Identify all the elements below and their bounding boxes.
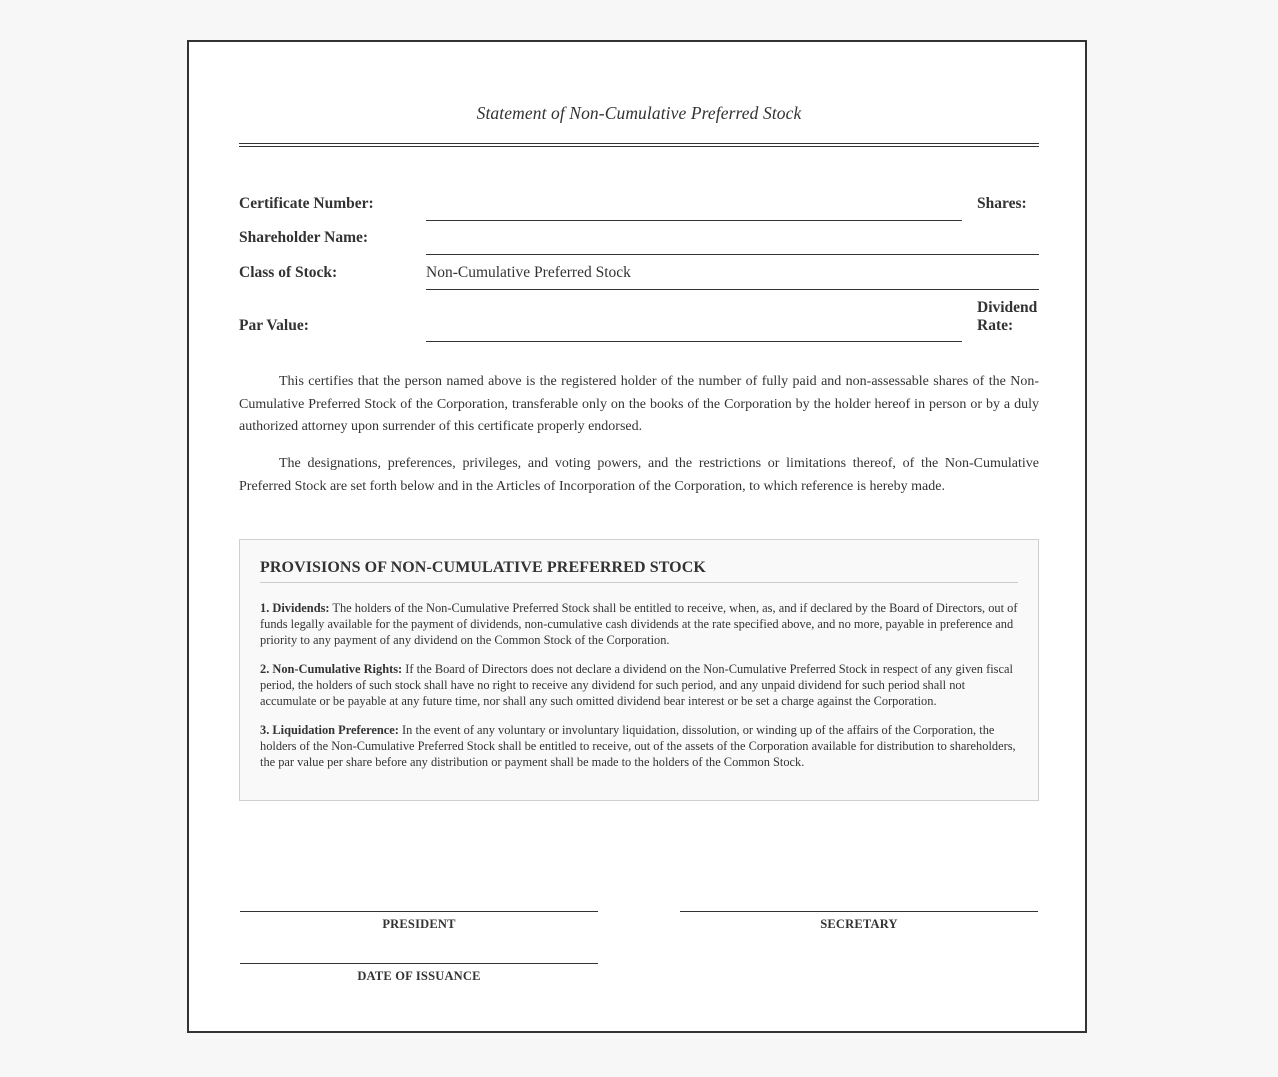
- provision-dividends: [260, 600, 1020, 648]
- provision-text: The holders of the Non-Cumulative Preferred Stock shall be entitled to receive, when, as, and if declared by the Board of Directors, out of funds legally available for the payment of dividends, non-cumulative cash dividends at the rate specified above, and no more, payable in preference and priority to any payment of any dividend on the Common Stock of the Corporation.: [260, 601, 1018, 648]
- par-value-field[interactable]: [426, 341, 962, 342]
- shareholder-name-field[interactable]: [426, 254, 1039, 255]
- provision-text: In the event of any voluntary or involuntary liquidation, dissolution, or winding up of the affairs of the Corporation, the holders of the Non-Cumulative Preferred Stock shall be entitled to receive, out of the assets of the Corporation available for distribution to shareholders, the par value per share before any distribution or payment shall be made to the holders of the Common Stock.: [260, 723, 1016, 770]
- provision-heading: 3. Liquidation Preference:: [260, 723, 399, 737]
- document-title: Statement of Non-Cumulative Preferred Stock: [476, 103, 802, 123]
- president-label: PRESIDENT: [382, 917, 456, 931]
- secretary-label: SECRETARY: [820, 917, 898, 931]
- class-of-stock-value: Non-Cumulative Preferred Stock: [426, 264, 631, 281]
- dividend-rate-label-line2: Rate:: [977, 317, 1014, 334]
- shares-label: Shares:: [977, 195, 1027, 212]
- provision-text: If the Board of Directors does not declare a dividend on the Non-Cumulative Preferred Stock in respect of any given fiscal period, the holders of such stock shall have no right to receive any dividend for such period, and any unpaid dividend for such period shall not accumulate or be payable at any future time, nor shall any such omitted dividend bear interest or be set a charge against the Corporation.: [260, 662, 1013, 709]
- class-of-stock-field[interactable]: [426, 289, 1039, 290]
- par-value-label: Par Value:: [239, 317, 309, 334]
- dividend-rate-label: [977, 299, 1037, 335]
- date-of-issuance-label: DATE OF ISSUANCE: [357, 969, 481, 983]
- class-of-stock-label: Class of Stock:: [239, 264, 338, 281]
- certification-paragraph: This certifies that the person named above is the registered holder of the number of fully paid and non-assessable shares of the Non-Cumulative Preferred Stock of the Corporation, transferable only on the books of the Corporation by the holder hereof in person or by a duly authorized attorney upon surrender of this certificate properly endorsed.: [239, 374, 1039, 435]
- provision-non-cumulative-rights: [260, 661, 1020, 709]
- title-double-rule: [239, 143, 1039, 147]
- date-of-issuance-line[interactable]: [240, 963, 598, 964]
- provision-heading: 2. Non-Cumulative Rights:: [260, 662, 403, 676]
- provisions-divider: [260, 582, 1018, 583]
- designations-paragraph: The designations, preferences, privileges, and voting powers, and the restrictions or limitations thereof, of the Non-Cumulative Preferred Stock are set forth below and in the Articles of Incorporation of the Corporation, to which reference is hereby made.: [239, 456, 1039, 494]
- provision-liquidation-preference: [260, 722, 1020, 770]
- provisions-title: PROVISIONS OF NON-CUMULATIVE PREFERRED STOCK: [260, 559, 706, 576]
- secretary-signature-line[interactable]: [680, 911, 1038, 912]
- dividend-rate-label-line1: Dividend: [977, 299, 1038, 316]
- provision-heading: 1. Dividends:: [260, 601, 330, 615]
- president-signature-line[interactable]: [240, 911, 598, 912]
- certificate-number-label: Certificate Number:: [239, 195, 374, 212]
- shareholder-name-label: Shareholder Name:: [239, 229, 369, 246]
- certificate-page: [187, 40, 1087, 1033]
- provisions-box: [239, 539, 1039, 801]
- certificate-number-field[interactable]: [426, 220, 962, 221]
